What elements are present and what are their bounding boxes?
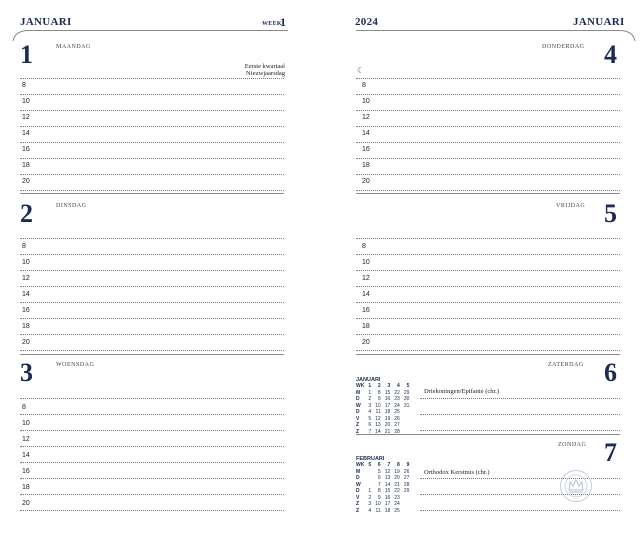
hour-label: 8 xyxy=(362,82,366,89)
mini-cal-cell: 27 xyxy=(394,422,400,428)
ruled-line xyxy=(20,350,284,351)
mini-cal-cell: 17 xyxy=(384,402,391,409)
hour-label: 20 xyxy=(362,339,370,346)
ruled-line xyxy=(20,398,284,399)
ruled-line xyxy=(20,510,284,511)
mini-cal-cell: 3 xyxy=(387,383,391,389)
left-month-title: JANUARI xyxy=(20,16,72,28)
mini-cal-cell: D xyxy=(356,475,360,481)
mini-cal-cell: 2 xyxy=(368,494,372,501)
day-name-4: DONDERDAG xyxy=(542,44,585,50)
mini-calendar-january xyxy=(356,377,411,435)
hour-label: 10 xyxy=(362,98,370,105)
ruled-line xyxy=(420,414,620,415)
ruled-line xyxy=(356,270,620,271)
mini-cal-cell: M xyxy=(356,389,361,396)
mini-cal-cell: 25 xyxy=(394,507,400,514)
mini-cal-cell: 13 xyxy=(375,422,381,428)
day-name-3: WOENSDAG xyxy=(56,362,95,368)
mini-cal-cell: 8 xyxy=(397,462,400,468)
hour-label: 12 xyxy=(22,114,30,121)
mini-cal-cell: 5 xyxy=(377,468,381,475)
mini-cal-cell: 29 xyxy=(403,389,410,396)
mini-cal-cell: 9 xyxy=(377,494,381,501)
mini-cal-cell: Z xyxy=(356,507,360,514)
mini-cal-cell: V xyxy=(356,494,360,501)
mini-cal-cell: 28 xyxy=(394,428,400,435)
ruled-line xyxy=(20,174,284,175)
mini-cal-cell: 1 xyxy=(368,488,372,494)
ruled-line xyxy=(356,126,620,127)
ruled-line xyxy=(356,190,620,191)
mini-cal-cell: 15 xyxy=(384,488,391,494)
ruled-line xyxy=(20,270,284,271)
hour-label: 12 xyxy=(362,114,370,121)
mini-cal-cell: Z xyxy=(356,501,360,507)
ruled-line xyxy=(20,430,284,431)
mini-cal-cell: D xyxy=(356,396,360,402)
hour-label: 14 xyxy=(22,291,30,298)
mini-cal-cell: Z xyxy=(356,422,360,428)
ruled-line xyxy=(356,302,620,303)
hour-label: 18 xyxy=(22,162,30,169)
mini-cal-cell: 20 xyxy=(384,422,391,428)
mini-cal-cell: 16 xyxy=(384,494,391,501)
hour-label: 10 xyxy=(22,259,30,266)
ruled-line xyxy=(356,238,620,239)
ruled-line xyxy=(356,94,620,95)
day-7-note: Orthodox Kerstmis (chr.) xyxy=(424,469,490,476)
day-number-6: 6 xyxy=(604,358,617,387)
mini-cal-cell: 23 xyxy=(394,396,400,402)
day-separator xyxy=(20,354,284,355)
mini-cal-cell: 5 xyxy=(368,462,372,468)
day-number-7: 7 xyxy=(604,438,617,467)
mini-cal-cell: 4 xyxy=(368,507,372,514)
mini-cal-cell: 26 xyxy=(394,415,400,422)
mini-cal-cell: V xyxy=(356,415,360,422)
mini-cal-cell: WK xyxy=(356,383,365,389)
mini-cal-cell: 11 xyxy=(375,409,381,415)
mini-cal-cell: 7 xyxy=(387,462,391,468)
day-number-4: 4 xyxy=(604,40,617,69)
ruled-line xyxy=(20,254,284,255)
ruled-line xyxy=(356,334,620,335)
day-1-note-1: Eerste kwartaal xyxy=(244,63,285,70)
mini-cal-cell: 26 xyxy=(403,468,410,475)
mini-cal-cell: 5 xyxy=(406,383,410,389)
ruled-line xyxy=(356,318,620,319)
ruled-line xyxy=(20,478,284,479)
mini-cal-cell: 21 xyxy=(384,428,391,435)
ruled-line xyxy=(356,254,620,255)
day-6-note: Driekoningen/Epifanie (chr.) xyxy=(424,388,500,395)
mini-cal-cell: 17 xyxy=(384,501,391,507)
mini-calendar-grid xyxy=(356,383,411,435)
right-month-title: JANUARI xyxy=(573,16,625,28)
mini-cal-cell: 19 xyxy=(394,468,400,475)
mini-cal-cell: 6 xyxy=(377,462,381,468)
right-header-rule xyxy=(356,30,620,31)
ruled-line xyxy=(356,174,620,175)
day-separator xyxy=(356,434,620,435)
hour-label: 14 xyxy=(22,130,30,137)
mini-cal-cell: 14 xyxy=(375,428,381,435)
mini-cal-cell: 28 xyxy=(403,481,410,488)
mini-cal-cell: 8 xyxy=(377,488,381,494)
ruled-line xyxy=(420,398,620,399)
mini-cal-cell: 31 xyxy=(403,402,410,409)
ruled-line xyxy=(20,286,284,287)
hour-label: 16 xyxy=(362,146,370,153)
mini-cal-cell: 19 xyxy=(384,415,391,422)
ruled-line xyxy=(20,302,284,303)
hour-label: 20 xyxy=(362,178,370,185)
week-label: WEEK xyxy=(262,21,282,27)
ruled-line xyxy=(20,110,284,111)
mini-cal-cell: 10 xyxy=(375,501,381,507)
mini-cal-cell: D xyxy=(356,488,360,494)
mini-cal-cell: 21 xyxy=(394,481,400,488)
mini-cal-cell: 12 xyxy=(384,468,391,475)
ruled-line xyxy=(20,126,284,127)
mini-cal-cell: 3 xyxy=(368,402,372,409)
mini-cal-cell: 6 xyxy=(368,422,372,428)
hour-label: 16 xyxy=(22,146,30,153)
mini-cal-cell: 15 xyxy=(384,389,391,396)
mini-cal-cell: 20 xyxy=(394,475,400,481)
mini-cal-cell: 18 xyxy=(384,409,391,415)
mini-cal-cell: 24 xyxy=(394,501,400,507)
ruled-line xyxy=(420,510,620,511)
mini-cal-cell: 27 xyxy=(403,475,410,481)
mini-cal-cell: 12 xyxy=(375,415,381,422)
day-number-3: 3 xyxy=(20,358,33,387)
mini-cal-cell: Z xyxy=(356,428,360,435)
ruled-line xyxy=(356,78,620,79)
mini-cal-cell: 1 xyxy=(368,389,372,396)
mini-cal-cell: 22 xyxy=(394,389,400,396)
hour-label: 20 xyxy=(22,500,30,507)
mini-cal-cell: W xyxy=(356,481,361,488)
right-corner-curve xyxy=(618,30,636,42)
mini-cal-cell: 7 xyxy=(368,428,372,435)
hour-label: 16 xyxy=(22,468,30,475)
hour-label: 16 xyxy=(362,307,370,314)
mini-cal-cell: 4 xyxy=(397,383,400,389)
hour-label: 12 xyxy=(22,275,30,282)
day-number-1: 1 xyxy=(20,40,33,69)
mini-cal-cell: 29 xyxy=(403,488,410,494)
mini-cal-cell: 2 xyxy=(377,383,381,389)
ruled-line xyxy=(356,350,620,351)
mini-calendar-grid xyxy=(356,462,411,514)
ruled-line xyxy=(356,158,620,159)
hour-label: 18 xyxy=(22,484,30,491)
mini-cal-cell: D xyxy=(356,409,360,415)
mini-cal-cell: M xyxy=(356,468,361,475)
mini-cal-cell: 8 xyxy=(377,389,381,396)
right-page xyxy=(320,0,640,537)
hour-label: 14 xyxy=(362,130,370,137)
ruled-line xyxy=(20,142,284,143)
hour-label: 16 xyxy=(22,307,30,314)
day-name-2: DINSDAG xyxy=(56,203,87,209)
mini-cal-cell: 13 xyxy=(384,475,391,481)
ruled-line xyxy=(20,158,284,159)
hour-label: 10 xyxy=(22,98,30,105)
ruled-line xyxy=(20,494,284,495)
mini-cal-cell xyxy=(402,508,412,515)
moon-phase-icon: ☾ xyxy=(357,66,365,75)
mini-cal-cell: 9 xyxy=(406,462,410,468)
day-number-5: 5 xyxy=(604,199,617,228)
ruled-line xyxy=(20,190,284,191)
day-name-5: VRIJDAG xyxy=(556,203,586,209)
hour-label: 8 xyxy=(22,82,26,89)
mini-cal-cell: 23 xyxy=(394,494,400,501)
day-1-note-2: Nieuwjaarsdag xyxy=(246,70,285,77)
mini-calendar-title: FEBRUARI xyxy=(356,456,385,462)
left-header-rule xyxy=(28,30,288,31)
hour-label: 10 xyxy=(362,259,370,266)
mini-cal-cell: 10 xyxy=(375,402,381,409)
hour-label: 20 xyxy=(22,339,30,346)
hour-label: 18 xyxy=(362,323,370,330)
hour-label: 20 xyxy=(22,178,30,185)
mini-cal-cell: 30 xyxy=(403,396,410,402)
mini-cal-cell: W xyxy=(356,402,361,409)
mini-calendar-title: JANUARI xyxy=(356,377,381,383)
mini-calendar-february xyxy=(356,456,411,514)
ruled-line xyxy=(20,318,284,319)
hour-label: 8 xyxy=(22,243,26,250)
mini-cal-cell: 25 xyxy=(394,409,400,415)
mini-cal-cell: 7 xyxy=(377,481,381,488)
day-separator xyxy=(356,193,620,194)
ruled-line xyxy=(356,110,620,111)
mini-cal-cell: 22 xyxy=(394,488,400,494)
mini-cal-cell: 2 xyxy=(368,396,372,402)
hour-label: 12 xyxy=(362,275,370,282)
hour-label: 10 xyxy=(22,420,30,427)
ruled-line xyxy=(20,78,284,79)
ruled-line xyxy=(420,430,620,431)
crown-emblem-icon xyxy=(560,470,592,502)
hour-label: 14 xyxy=(362,291,370,298)
ruled-line xyxy=(20,462,284,463)
hour-label: 12 xyxy=(22,436,30,443)
mini-cal-cell: 16 xyxy=(384,396,391,402)
day-number-2: 2 xyxy=(20,199,33,228)
ruled-line xyxy=(356,142,620,143)
day-name-7: ZONDAG xyxy=(558,442,587,448)
day-separator xyxy=(356,354,620,355)
mini-cal-cell: 24 xyxy=(394,402,400,409)
mini-cal-cell: 1 xyxy=(368,383,372,389)
day-name-6: ZATERDAG xyxy=(548,362,584,368)
hour-label: 14 xyxy=(22,452,30,459)
hour-label: 8 xyxy=(22,404,26,411)
ruled-line xyxy=(20,446,284,447)
hour-label: 18 xyxy=(362,162,370,169)
year-title: 2024 xyxy=(355,16,379,28)
mini-cal-cell: 5 xyxy=(368,415,372,422)
week-number: 1 xyxy=(280,15,287,29)
ruled-line xyxy=(20,94,284,95)
mini-cal-cell: 14 xyxy=(384,481,391,488)
ruled-line xyxy=(20,414,284,415)
ruled-line xyxy=(356,286,620,287)
mini-cal-cell: 3 xyxy=(368,501,372,507)
hour-label: 18 xyxy=(22,323,30,330)
mini-cal-cell: WK xyxy=(356,462,365,468)
mini-cal-cell: 4 xyxy=(368,409,372,415)
day-separator xyxy=(20,193,284,194)
ruled-line xyxy=(20,334,284,335)
mini-cal-cell: 11 xyxy=(375,507,381,514)
hour-label: 8 xyxy=(362,243,366,250)
mini-cal-cell: 6 xyxy=(377,475,381,481)
mini-cal-cell: 9 xyxy=(377,396,381,402)
mini-cal-cell: 18 xyxy=(384,507,391,514)
ruled-line xyxy=(20,238,284,239)
day-name-1: MAANDAG xyxy=(56,44,91,50)
